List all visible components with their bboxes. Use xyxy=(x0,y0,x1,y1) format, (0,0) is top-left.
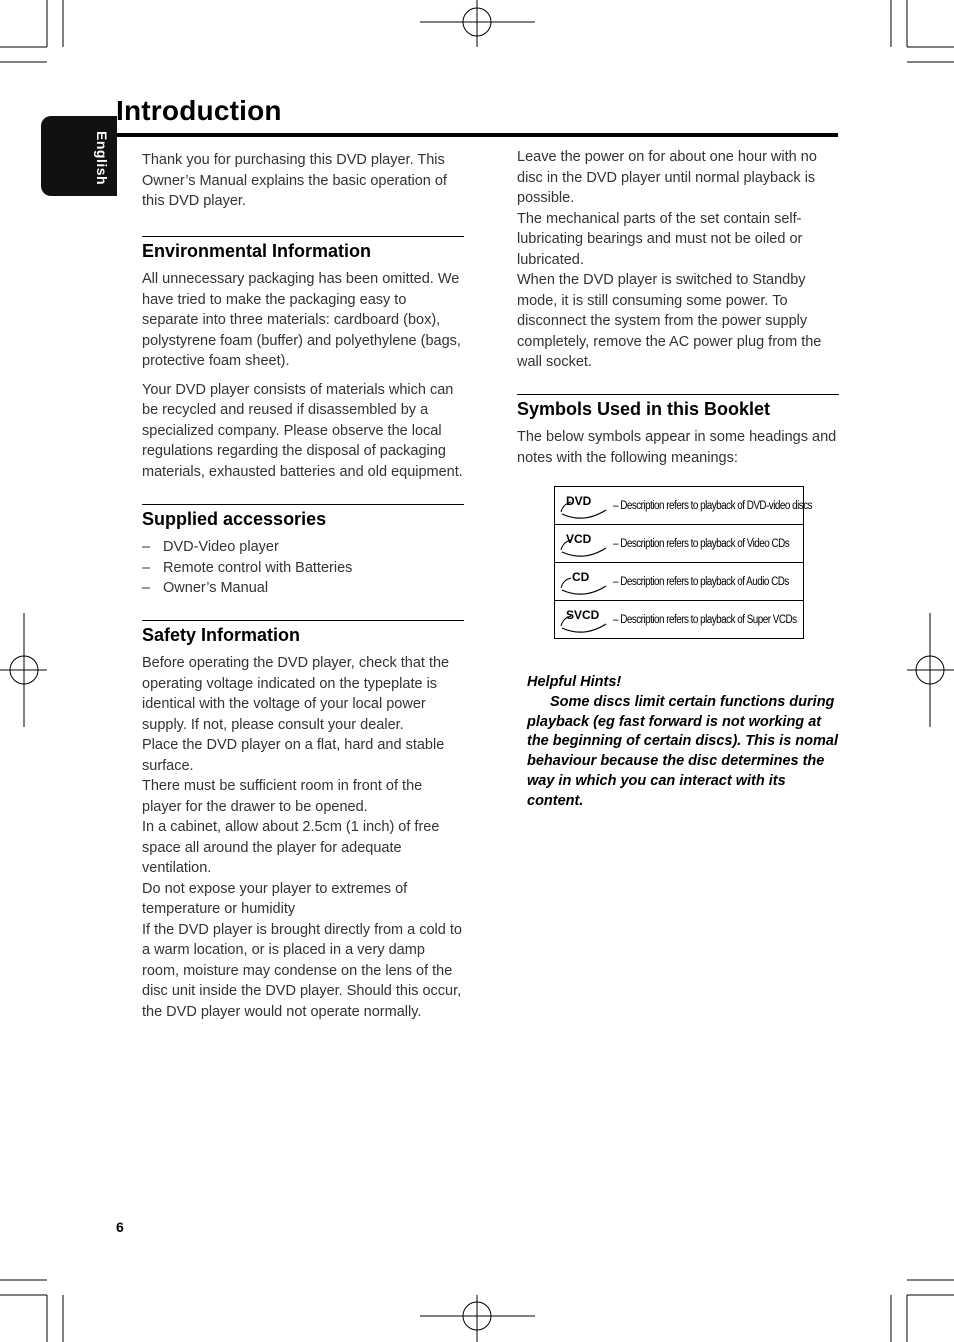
power-section xyxy=(517,147,839,373)
hints-body: Some discs limit certain functions during playback (eg fast forward is not working at the beginning of certain discs). This is nomal behaviour because the disc determines the way in which you can interact with its content. xyxy=(527,693,838,809)
environmental-heading: Environmental Information xyxy=(142,236,464,264)
disc-label: SVCD xyxy=(566,607,600,622)
list-item xyxy=(142,558,464,579)
safety-line: Before operating the DVD player, check that the operating voltage indicated on the typeplate is identical with the voltage of your local power supply. If not, please consult your dealer. xyxy=(142,655,450,733)
safety-heading: Safety Information xyxy=(142,620,464,648)
environmental-para-2: Your DVD player consists of materials which can be recycled and reused if disassembled by a specialized company. Please observe the local regulations regarding the disposal of packaging materials, exhausted batteries and old equipment. xyxy=(142,381,463,480)
accessories-section xyxy=(142,504,464,599)
environmental-para-1: All unnecessary packaging has been omitted. We have tried to make the packaging easy to separate into three materials: cardboard (box), polystyrene foam (buffer) and polyethylene (bags, protective foam sheet). xyxy=(142,271,461,369)
list-dash: – xyxy=(142,580,151,596)
safety-line: Place the DVD player on a flat, hard and stable surface. xyxy=(142,737,445,774)
page-title: Introduction xyxy=(116,95,282,126)
dvd-disc-icon xyxy=(559,494,609,518)
power-line: The mechanical parts of the set contain self-lubricating bearings and must not be oiled or lubricated. xyxy=(517,210,803,268)
accessories-list xyxy=(142,537,464,599)
environmental-section xyxy=(142,236,464,482)
symbol-description: – Description refers to playback of DVD-video discs xyxy=(613,499,813,512)
language-tab-label: English xyxy=(94,130,110,186)
disc-label: CD xyxy=(572,569,590,584)
cd-disc-icon xyxy=(559,570,609,594)
vcd-disc-icon xyxy=(559,532,609,556)
symbol-description: – Description refers to playback of Audio CDs xyxy=(613,575,789,588)
symbols-heading: Symbols Used in this Booklet xyxy=(517,394,839,422)
safety-line: There must be sufficient room in front of the player for the drawer to be opened. xyxy=(142,778,423,815)
list-dash: – xyxy=(142,559,151,576)
disc-label: DVD xyxy=(566,493,592,508)
hints-title: Helpful Hints! xyxy=(527,674,622,690)
power-line: Leave the power on for about one hour with no disc in the DVD player until normal playback is possible. xyxy=(517,149,817,206)
safety-section xyxy=(142,620,464,1022)
table-row xyxy=(555,487,813,524)
table-row xyxy=(555,562,803,600)
safety-line: In a cabinet, allow about 2.5cm (1 inch) of free space all around the player for adequate ventilation. xyxy=(142,819,440,876)
svcd-disc-icon xyxy=(559,608,609,632)
intro-paragraph xyxy=(142,150,464,212)
list-item-text: DVD-Video player xyxy=(163,539,279,555)
disc-label: VCD xyxy=(566,531,592,546)
symbols-intro: The below symbols appear in some headings and notes with the following meanings: xyxy=(517,429,837,466)
table-row xyxy=(555,524,803,562)
safety-line: If the DVD player is brought directly from a cold to a warm location, or is placed in a very damp room, moisture may condense on the lens of the disc unit inside the DVD player. Should this occur, the DVD player would not operate normally. xyxy=(142,921,462,1020)
helpful-hints xyxy=(527,673,842,812)
list-dash: – xyxy=(142,539,151,555)
power-line: When the DVD player is switched to Standby mode, it is still consuming some power. To disconnect the system from the power supply completely, remove the AC power plug from the wall socket. xyxy=(517,272,822,370)
table-row xyxy=(555,600,803,638)
symbols-table xyxy=(554,486,813,639)
list-item xyxy=(142,578,464,599)
title-rule xyxy=(116,133,838,137)
safety-line: Do not expose your player to extremes of temperature or humidity xyxy=(142,880,408,917)
symbols-section xyxy=(517,394,839,468)
accessories-heading: Supplied accessories xyxy=(142,504,464,532)
list-item-text: Remote control with Batteries xyxy=(163,559,353,576)
list-item xyxy=(142,537,464,558)
list-item-text: Owner’s Manual xyxy=(163,580,269,596)
intro-text: Thank you for purchasing this DVD player. This Owner’s Manual explains the basic operation of this DVD player. xyxy=(142,152,447,209)
page-number: 6 xyxy=(116,1219,124,1235)
symbol-description: – Description refers to playback of Video CDs xyxy=(613,537,790,550)
symbol-description: – Description refers to playback of Super VCDs xyxy=(613,613,797,626)
